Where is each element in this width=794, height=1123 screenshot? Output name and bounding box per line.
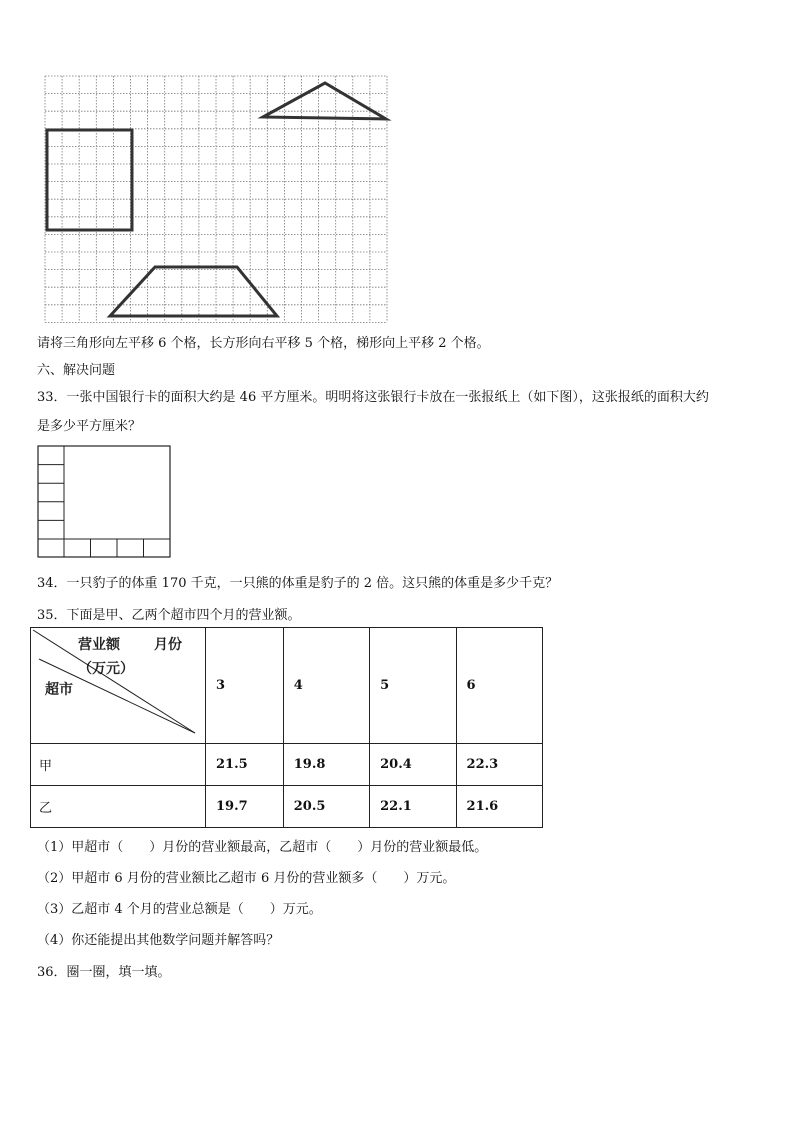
value-cell: 19.7 xyxy=(206,786,284,828)
bank-card-row xyxy=(38,539,170,557)
question-33-line1: 33．一张中国银行卡的面积大约是 46 平方厘米。明明将这张银行卡放在一张报纸上（如下图），这张报纸的面积大约 xyxy=(37,390,709,405)
value-cell: 22.3 xyxy=(456,744,542,786)
value-cell: 20.5 xyxy=(283,786,369,828)
header-unit: （万元） xyxy=(78,661,134,677)
month-header-cell: 6 xyxy=(456,628,542,744)
trapezoid-shape xyxy=(110,267,277,316)
translation-instruction: 请将三角形向左平移 6 个格，长方形向右平移 5 个格，梯形向上平移 2 个格。 xyxy=(37,336,490,351)
value-cell: 20.4 xyxy=(370,744,456,786)
value-cell: 22.1 xyxy=(370,786,456,828)
question-35-sub4: （4）你还能提出其他数学问题并解答吗？ xyxy=(37,933,280,948)
question-35-sub2: （2）甲超市 6 月份的营业额比乙超市 6 月份的营业额多（ ）万元。 xyxy=(37,871,456,886)
section-title: 六、解决问题 xyxy=(37,363,116,378)
sales-table xyxy=(30,627,543,828)
question-34: 34．一只豹子的体重 170 千克，一只熊的体重是豹子的 2 倍。这只熊的体重是多少千克？ xyxy=(37,576,559,591)
diagonal-header-cell xyxy=(31,628,206,744)
question-36: 36．圈一圈，填一填。 xyxy=(37,965,171,980)
question-35: 35．下面是甲、乙两个超市四个月的营业额。 xyxy=(37,608,301,623)
value-cell: 21.5 xyxy=(206,744,284,786)
header-month: 月份 xyxy=(154,637,182,653)
month-header-cell: 5 xyxy=(370,628,456,744)
translation-grid-figure xyxy=(40,74,395,324)
header-revenue: 营业额 xyxy=(78,637,120,653)
question-33-line2: 是多少平方厘米？ xyxy=(37,419,142,434)
month-header-cell: 3 xyxy=(206,628,284,744)
newspaper-figure xyxy=(37,445,173,559)
header-market: 超市 xyxy=(45,682,73,698)
question-35-sub3: （3）乙超市 4 个月的营业总额是（ ）万元。 xyxy=(37,902,322,917)
dotted-grid xyxy=(45,76,387,322)
triangle-shape xyxy=(263,83,386,119)
table-row xyxy=(31,744,543,786)
table-row xyxy=(31,786,543,828)
question-35-sub1: （1）甲超市（ ）月份的营业额最高，乙超市（ ）月份的营业额最低。 xyxy=(37,840,488,855)
row-name-cell: 乙 xyxy=(31,786,206,828)
month-header-cell: 4 xyxy=(283,628,369,744)
rectangle-shape xyxy=(47,130,132,230)
value-cell: 21.6 xyxy=(456,786,542,828)
value-cell: 19.8 xyxy=(283,744,369,786)
row-name-cell: 甲 xyxy=(31,744,206,786)
table-header-row xyxy=(31,628,543,744)
diagonal-header xyxy=(31,628,205,743)
bank-card-column xyxy=(38,446,64,539)
